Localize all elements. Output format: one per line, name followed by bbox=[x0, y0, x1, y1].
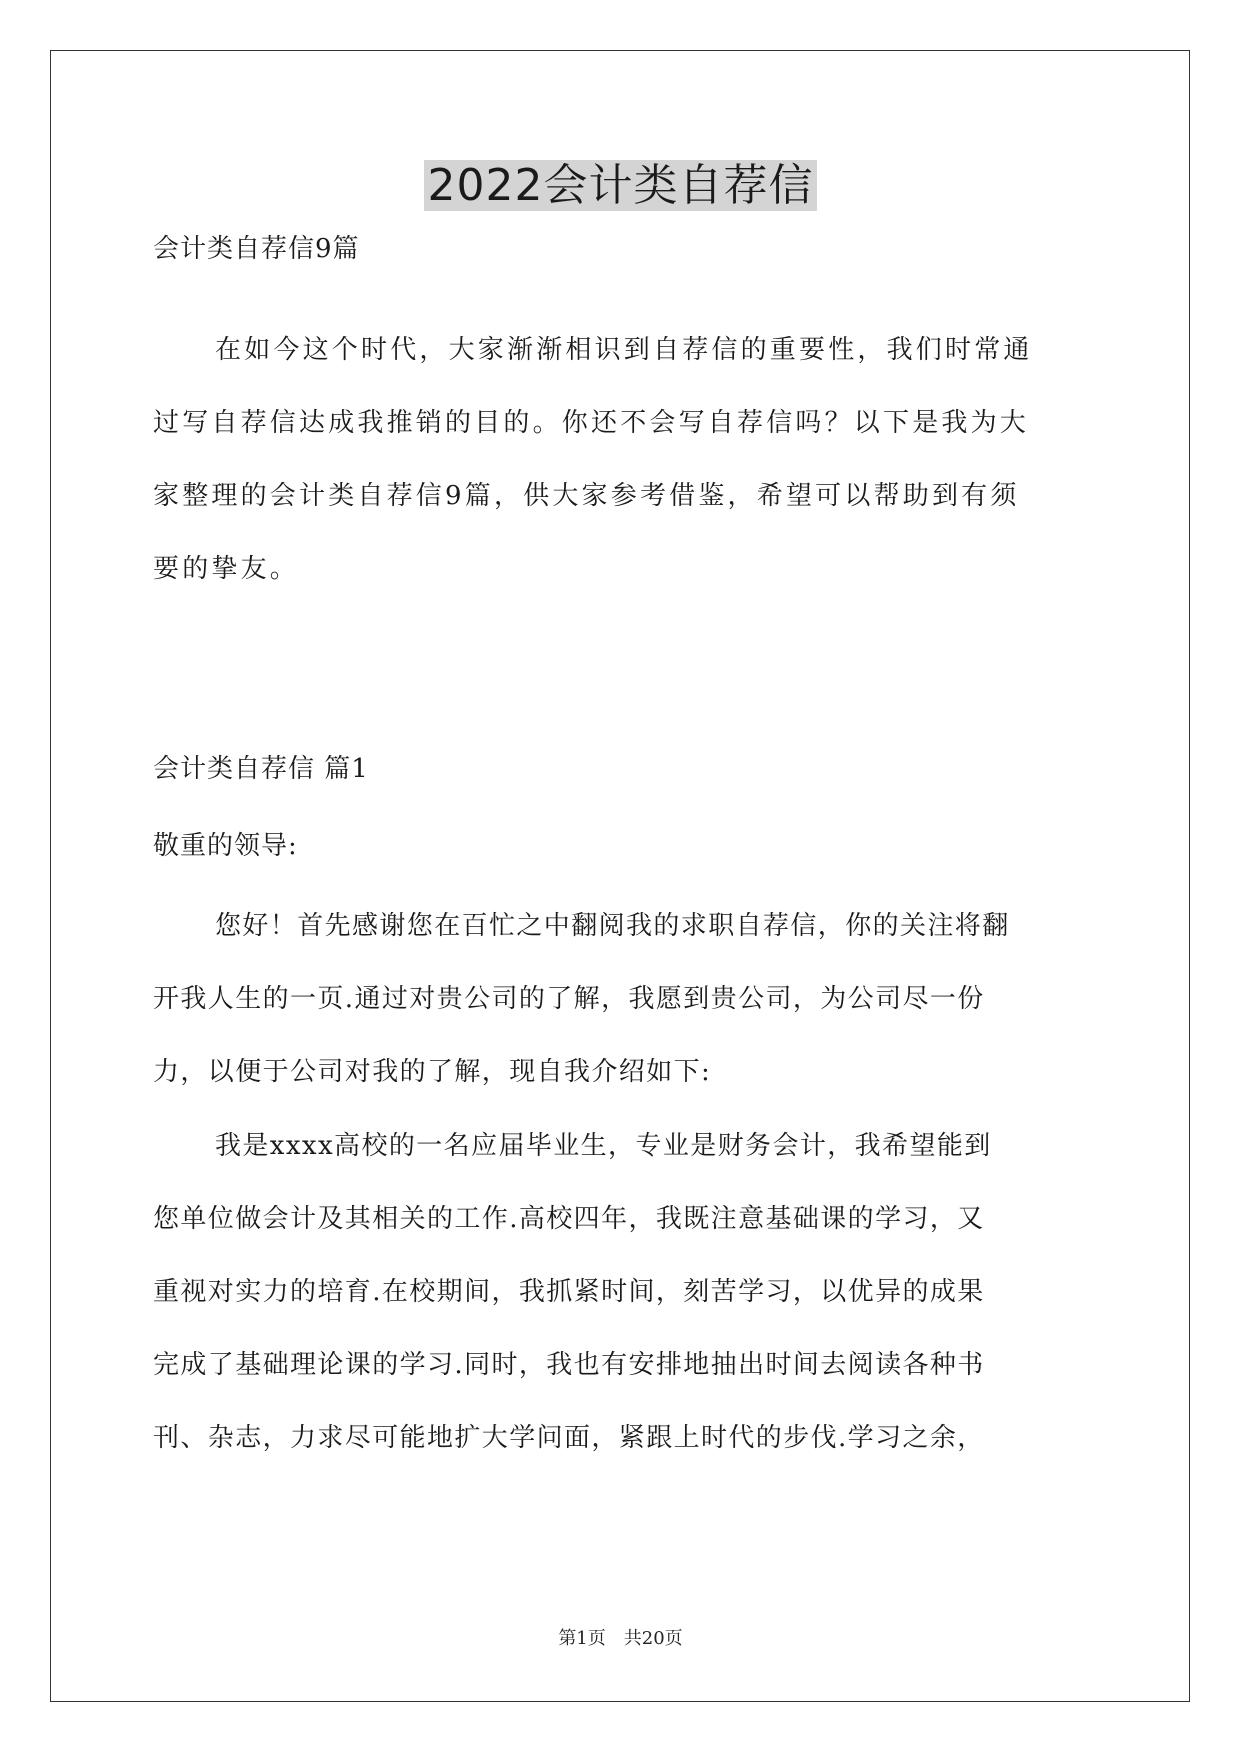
document-title-text: 2022会计类自荐信 bbox=[424, 160, 818, 211]
paragraph-2 bbox=[153, 1110, 1093, 1475]
paragraph-line: 开我人生的一页.通过对贵公司的了解，我愿到贵公司，为公司尽一份 bbox=[153, 984, 985, 1014]
paragraph-line: 我是xxxx高校的一名应届毕业生，专业是财务会计，我希望能到 bbox=[215, 1131, 992, 1161]
paragraph-line: 您好！首先感谢您在百忙之中翻阅我的求职自荐信，你的关注将翻 bbox=[215, 911, 1010, 941]
paragraph-line: 重视对实力的培育.在校期间，我抓紧时间，刻苦学习，以优异的成果 bbox=[153, 1277, 985, 1307]
paragraph-line: 您单位做会计及其相关的工作.高校四年，我既注意基础课的学习，又 bbox=[153, 1204, 985, 1234]
subtitle-block bbox=[153, 230, 360, 269]
salutation: 敬重的领导: bbox=[153, 831, 298, 861]
paragraph-line: 完成了基础理论课的学习.同时，我也有安排地抽出时间去阅读各种书 bbox=[153, 1350, 985, 1380]
intro-line: 要的挚友。 bbox=[153, 554, 300, 584]
page-footer bbox=[0, 1627, 1241, 1651]
section-heading: 会计类自荐信 篇1 bbox=[153, 754, 369, 784]
intro-line: 家整理的会计类自荐信9篇，供大家参考借鉴，希望可以帮助到有须 bbox=[153, 481, 1020, 511]
paragraph-line: 刊、杂志，力求尽可能地扩大学问面，紧跟上时代的步伐.学习之余， bbox=[153, 1423, 985, 1453]
paragraph-line: 力，以便于公司对我的了解，现自我介绍如下: bbox=[153, 1057, 712, 1087]
document-title bbox=[0, 158, 1241, 214]
subtitle: 会计类自荐信9篇 bbox=[153, 234, 360, 264]
intro-paragraph bbox=[153, 314, 1093, 606]
intro-line: 过写自荐信达成我推销的目的。你还不会写自荐信吗？以下是我为大 bbox=[153, 408, 1030, 438]
section-heading-block bbox=[153, 750, 369, 789]
paragraph-1 bbox=[153, 890, 1093, 1109]
intro-line: 在如今这个时代，大家渐渐相识到自荐信的重要性，我们时常通 bbox=[215, 335, 1033, 365]
page-number: 第1页 共20页 bbox=[558, 1628, 683, 1649]
salutation-block bbox=[153, 827, 298, 866]
